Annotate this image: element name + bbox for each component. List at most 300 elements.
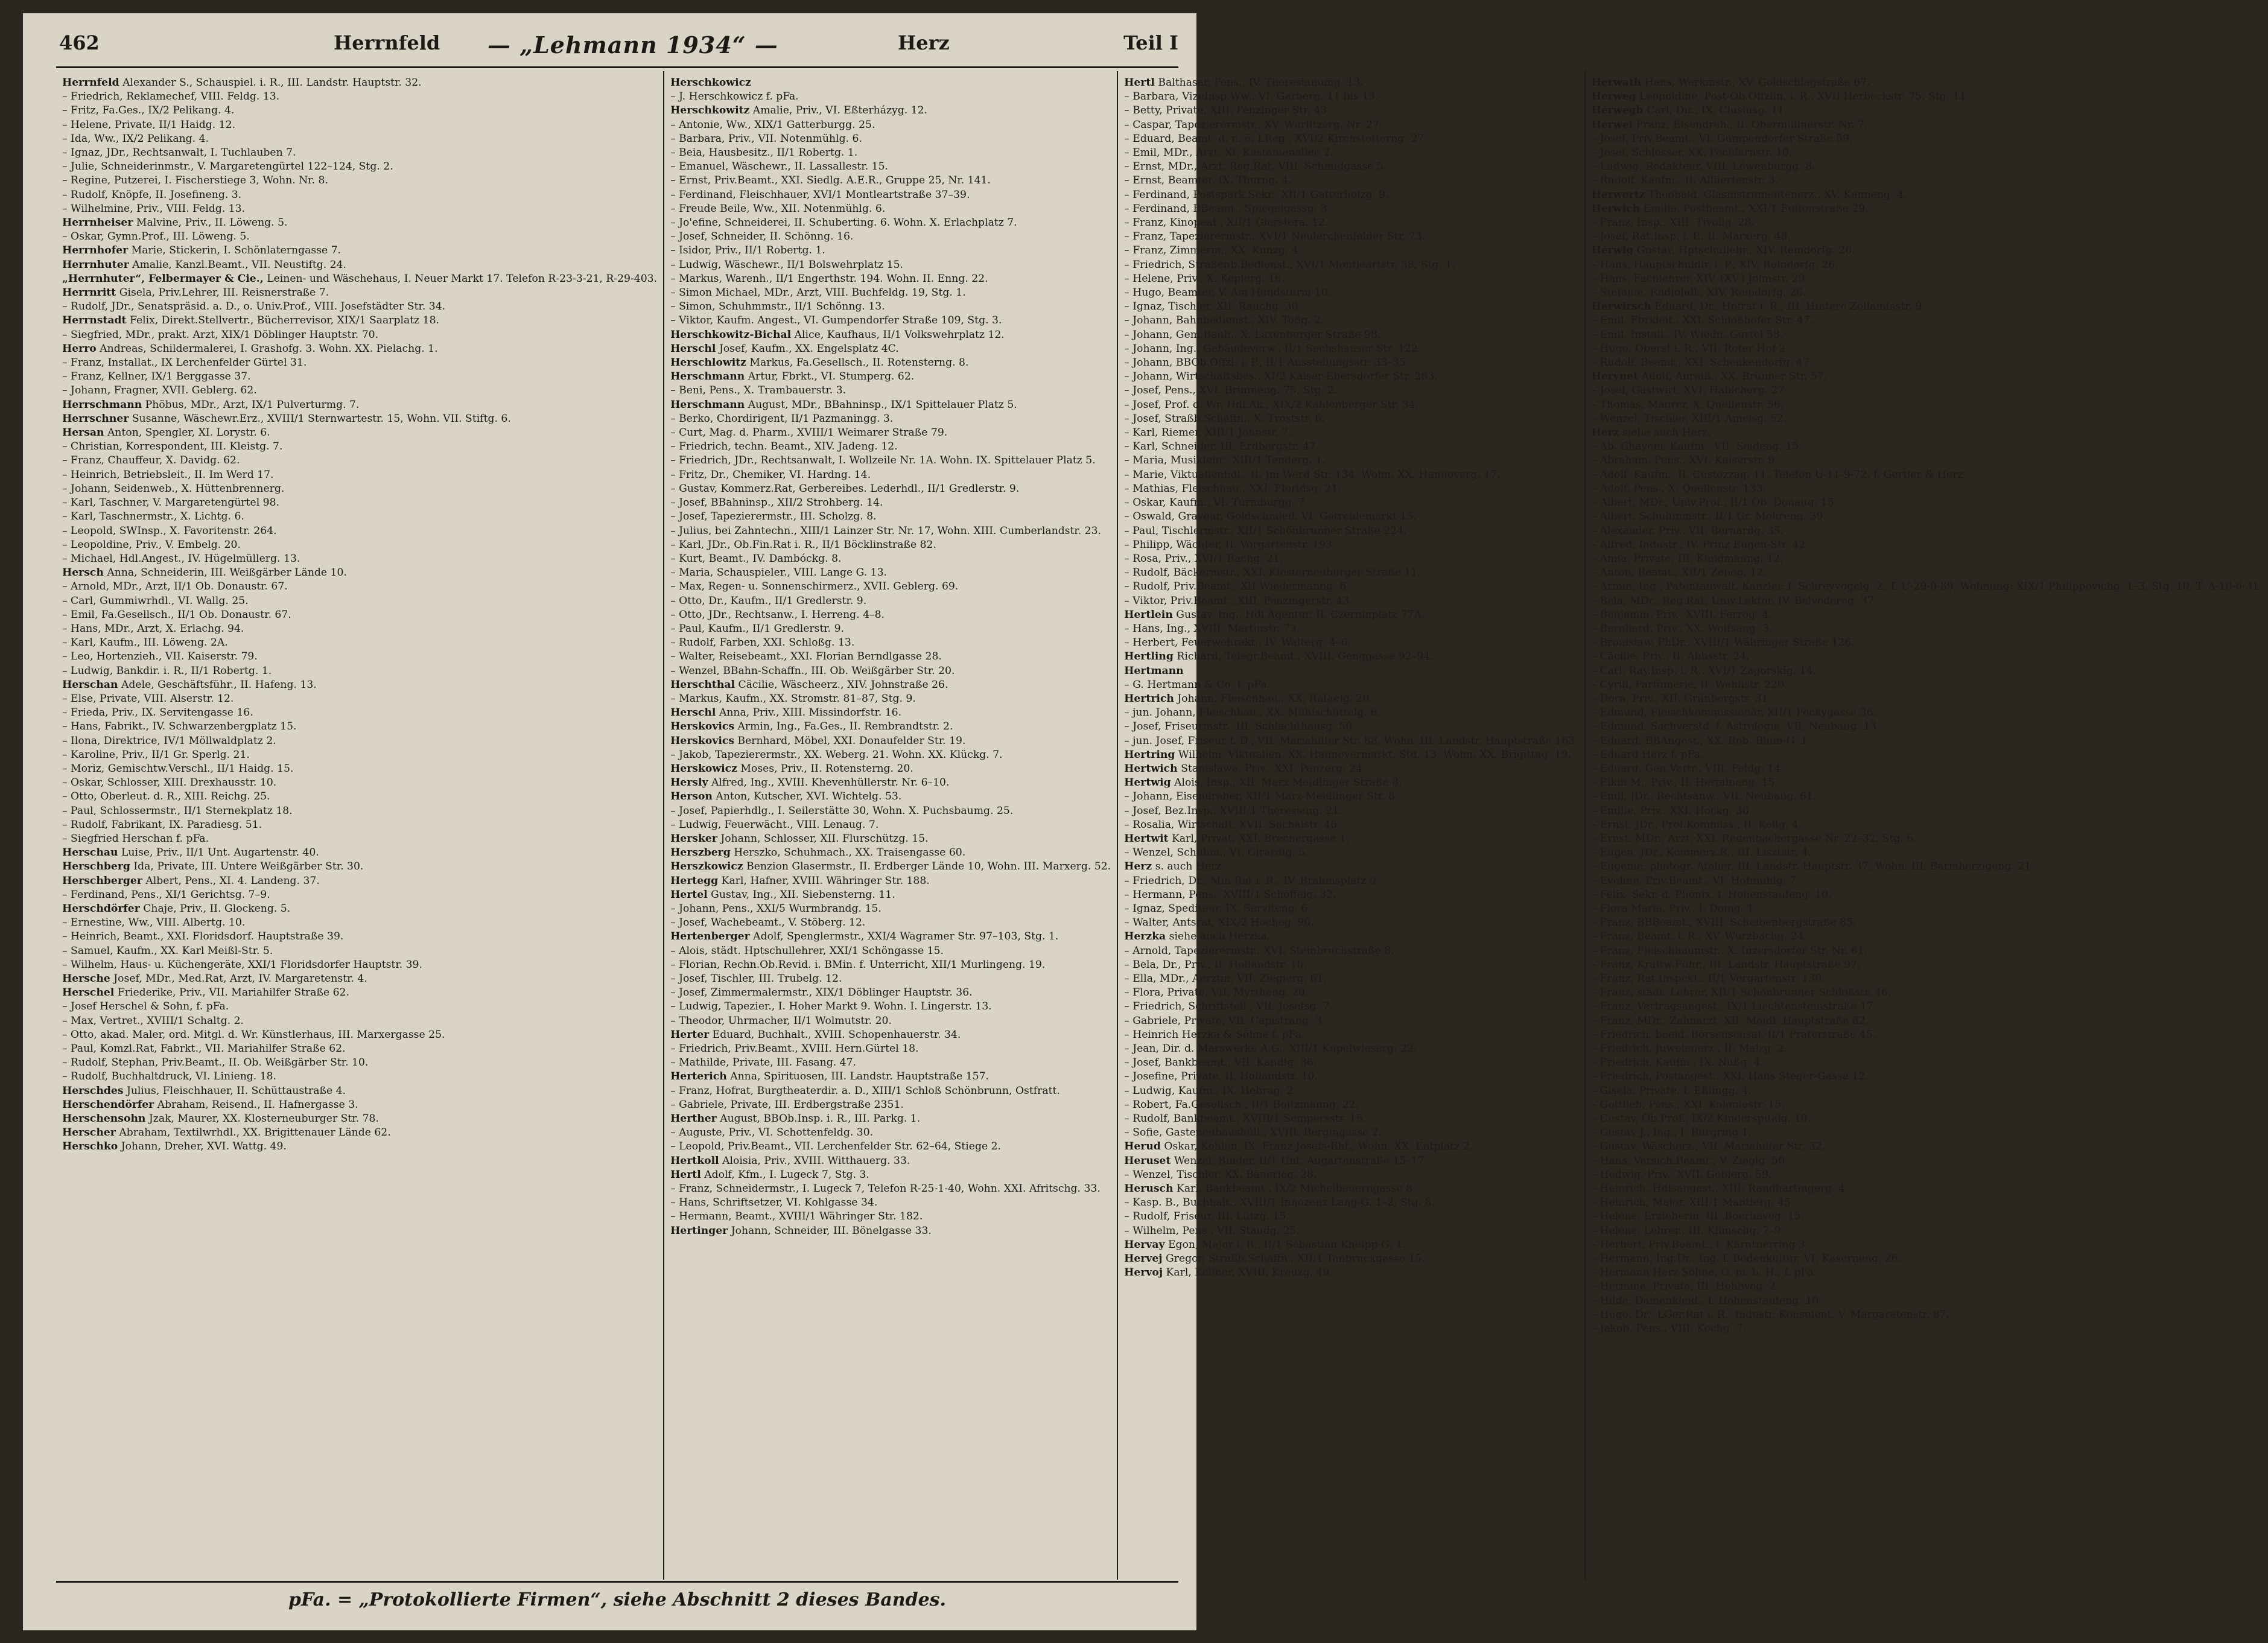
directory-entry: [670, 1000, 1111, 1014]
entry-text: – Simon Michael, MDr., Arzt, VIII. Buchfeldg. 19, Stg. 1.: [670, 287, 966, 299]
entry-text: Bernhard, Möbel, XXI. Donaufelder Str. 19.: [737, 734, 966, 747]
entry-text: – Friedrich, Juwelenerz., II. Malzg. 2.: [1591, 1043, 1788, 1055]
directory-entry: [1124, 370, 1578, 384]
entry-text: – Mathias, Fleischhau., XXI. Floridsg. 21.: [1124, 482, 1341, 495]
entry-surname: Herschberg: [62, 860, 130, 873]
directory-entry: [1124, 1196, 1578, 1210]
entry-surname: Hertenberger: [670, 930, 750, 943]
entry-text: – Michael, Hdl.Angest., IV. Hügelmüllerg. 13.: [62, 552, 300, 565]
directory-entry: [1592, 1322, 2263, 1336]
directory-entry: [1592, 440, 2263, 454]
entry-text: – Hans, Ing., XVIII. Martinstr. 73.: [1124, 622, 1300, 635]
entry-text: – Josef, Bankbeamt., VII. Kandlg. 36.: [1124, 1057, 1317, 1069]
directory-entry: [1124, 1028, 1578, 1042]
entry-surname: Herszberg: [670, 847, 731, 859]
entry-text: Johann, Schneider, III. Bönelgasse 33.: [731, 1224, 932, 1237]
entry-surname: Hertinger: [670, 1224, 728, 1237]
directory-entry: [670, 300, 1111, 314]
entry-text: – Viktor, Priv.Beamt., XIII. Penzingerstr. 43.: [1124, 594, 1353, 607]
directory-entry: [670, 468, 1111, 482]
column-2: [664, 71, 1118, 1580]
directory-entry: [670, 832, 1111, 846]
directory-entry: [1592, 1000, 2263, 1014]
entry-text: Phöbus, MDr., Arzt, IX/1 Pulverturmg. 7.: [145, 398, 360, 411]
directory-entry: [62, 874, 657, 888]
directory-entry: [1592, 1126, 2263, 1140]
entry-text: – Eveline, Priv.Beamt., VI. Hofmühlg. 7.: [1591, 874, 1800, 887]
entry-text: – Karl, Schneider, III. Erdbergstr. 47.: [1124, 440, 1320, 453]
entry-surname: Hertling: [1124, 650, 1174, 663]
entry-text: – Franz, Hofrat, Burgtheaterdir. a. D., XIII/1 Schloß Schönbrunn, Ostfratt.: [670, 1084, 1060, 1097]
directory-entry: [1592, 398, 2263, 412]
entry-text: Gustav, Ing., XII. Siebensterng. 11.: [711, 888, 895, 901]
entry-surname: Hertl: [670, 1168, 701, 1181]
entry-text: – Franz, Tapezierermstr., XVI/1 Neulerchenfelder Str. 73.: [1124, 230, 1426, 243]
entry-text: – Walter, Antsrat, XIX/2 Hocheg. 90.: [1124, 917, 1314, 929]
entry-text: – Freude Beile, Ww., XII. Notenmühlg. 6.: [670, 202, 886, 215]
directory-entry: [1592, 1196, 2263, 1210]
entry-text: – Gustav, Wäscherz., VII. Mariahilfer Str. 32.: [1591, 1140, 1826, 1153]
entry-text: – Ernst, JDr., Prof.Kommiss., II. Keilg. 4.: [1591, 818, 1802, 831]
entry-text: – Karl, JDr., Ob.Fin.Rat i. R., II/1 Böcklinstraße 82.: [670, 538, 936, 551]
entry-text: – Emil, JDr., Rechtsanw., VII. Neubaug. 61.: [1591, 790, 1817, 803]
directory-entry: [62, 188, 657, 202]
entry-text: – Heinrich Herzka & Söhne f. pFa.: [1124, 1028, 1305, 1041]
entry-text: – Karl, Taschner, V. Margaretengürtel 98.: [62, 497, 280, 509]
entry-text: – Helene, Lehrer., III. Klimschg. 7–9.: [1591, 1224, 1785, 1237]
entry-text: Adele, Geschäftsführ., II. Hafeng. 13.: [121, 678, 317, 691]
directory-entry: [670, 958, 1111, 972]
entry-text: – Moriz, Gemischtw.Verschl., II/1 Haidg. 15.: [62, 762, 294, 775]
directory-entry: [1592, 1028, 2263, 1042]
directory-entry: [62, 118, 657, 132]
directory-entry: [1124, 1070, 1578, 1084]
entry-text: – Josef Herschel & Sohn, f. pFa.: [62, 1000, 229, 1013]
entry-surname: Hersker: [670, 832, 717, 845]
directory-entry: [1592, 734, 2263, 748]
entry-text: – Ida, Ww., IX/2 Pelikang. 4.: [62, 132, 209, 145]
entry-surname: Herwertz: [1591, 188, 1645, 201]
entry-text: – Josef, BBahninsp., XII/2 Strohberg. 14.: [670, 497, 883, 509]
directory-entry: [62, 748, 657, 762]
entry-text: – Ernst, MDr., Arzt, Reg.Rat, VIII. Schmidgasse 5.: [1124, 160, 1387, 173]
directory-entry: [670, 1112, 1111, 1126]
directory-entry: [1124, 272, 1578, 286]
entry-surname: Herrschmann: [62, 398, 142, 411]
directory-entry: [1592, 720, 2263, 734]
entry-text: – Ludwig, Bankdir. i. R., II/1 Robertg. 1.: [62, 664, 272, 677]
entry-surname: Herud: [1124, 1140, 1161, 1153]
entry-text: – Gottlieb, Pens., XXI. Koloniestr. 15.: [1591, 1098, 1785, 1111]
entry-text: – Karl, Taschnermstr., X. Lichtg. 6.: [62, 510, 244, 523]
entry-text: – Adolf, Pens., X. Quellenstr. 133.: [1591, 482, 1766, 495]
directory-entry: [62, 538, 657, 552]
directory-entry: [1592, 1070, 2263, 1084]
entry-text: siehe auch Herzka.: [1169, 930, 1270, 943]
entry-text: – Franz, Insp., XIII. Tivolig. 28.: [1591, 217, 1755, 229]
directory-entry: [62, 1098, 657, 1112]
entry-text: Leopoldine, Post-Ob.Offzlin. i. R., XVII Herbeckstr. 75, Stg. 11.: [1639, 91, 1969, 103]
directory-entry: [1592, 1056, 2263, 1070]
directory-entry: [62, 776, 657, 790]
directory-entry: [62, 1140, 657, 1154]
directory-entry: [670, 118, 1111, 132]
directory-entry: [1124, 188, 1578, 202]
directory-entry: [1124, 650, 1578, 664]
entry-surname: Herterich: [670, 1070, 727, 1083]
directory-entry: [62, 300, 657, 314]
directory-entry: [670, 566, 1111, 580]
entry-text: – Hilde, Damenkleid., I. Hohenstaufeng. 10.: [1591, 1294, 1822, 1307]
entry-surname: Herschensohn: [62, 1113, 146, 1125]
directory-entry: [1124, 342, 1578, 356]
directory-entry: [670, 202, 1111, 216]
entry-text: – Arnold, MDr., Arzt, II/1 Ob. Donaustr. 67.: [62, 580, 288, 593]
entry-text: – Kurt, Beamt., IV. Dambóckg. 8.: [670, 552, 842, 565]
directory-entry: [670, 272, 1111, 286]
entry-surname: Herschthal: [670, 678, 735, 691]
entry-text: Gustav, Ing., Hdl.Agentur, II. Czerninplatz 77A.: [1176, 608, 1425, 621]
directory-entry: [62, 636, 657, 650]
entry-surname: Herrnhuter: [62, 258, 129, 271]
entry-text: – Ernst, MDr., Arzt, XXI. Redenbachergasse Nr. 22–32, Stg. 6.: [1591, 832, 1917, 845]
directory-entry: [1592, 972, 2263, 986]
directory-entry: [1592, 230, 2263, 244]
entry-text: – Arnold, Tapezierermstr., XVI. Steinbruchstraße 8.: [1124, 944, 1394, 957]
entry-text: – Johann, Ing., Gebäudeverw., II/1 Sechshauser Str. 122.: [1124, 342, 1421, 355]
entry-surname: Herson: [670, 790, 713, 803]
entry-text: – Franz, Vertragsangest., IX/1 Liechtensteinstraße 17.: [1591, 1000, 1877, 1013]
entry-text: – Hermine, Private, III. Hohlweg. 2.: [1591, 1280, 1779, 1293]
entry-text: – Hugo, Dr., LGer.Rat i. R., Industr. Konsulent, V. Margaretenstr. 87.: [1591, 1308, 1949, 1321]
entry-surname: Herrnstadt: [62, 314, 127, 327]
directory-entry: [1592, 244, 2263, 258]
entry-text: – Rudolf, Beamt., XXI. Schenkendorfg. 47.: [1591, 357, 1813, 369]
entry-text: Anton, Kutscher, XVI. Wichtelg. 53.: [716, 790, 902, 803]
directory-entry: [670, 76, 1111, 90]
directory-entry: [670, 846, 1111, 860]
entry-text: – Ferdinand, Fleischhauer, XVI/1 Montleartstraße 37–39.: [670, 188, 970, 201]
entry-text: Ida, Private, III. Untere Weißgärber Str. 30.: [133, 860, 364, 873]
directory-entry: [1592, 580, 2263, 594]
entry-text: – Emilie, Priv., XXI. Hockg. 36.: [1591, 804, 1753, 817]
directory-entry: [670, 622, 1111, 636]
entry-text: – Ella, MDr., Aerztin, VII. Zieglerg. 61.: [1124, 973, 1327, 985]
directory-entry: [1124, 566, 1578, 580]
directory-entry: [62, 804, 657, 818]
entry-text: – Josef, Wachebeamt., V. Stöberg. 12.: [670, 917, 866, 929]
entry-text: – Otto, JDr., Rechtsanw., I. Herreng. 4–8.: [670, 608, 885, 621]
entry-text: – J. Herschkowicz f. pFa.: [670, 91, 799, 103]
directory-entry: [62, 132, 657, 146]
entry-text: – Rudolf, Bäckermstr., XXI. Klosterneuburger Straße 11.: [1124, 567, 1421, 579]
directory-entry: [1124, 1182, 1578, 1196]
directory-entry: [62, 342, 657, 356]
directory-entry: [62, 888, 657, 902]
entry-text: August, BBOb.Insp. i. R., III. Parkg. 1.: [720, 1113, 921, 1125]
entry-text: Karl, Privat, XXI. Brechergasse 1.: [1172, 832, 1350, 845]
directory-entry: [1592, 1252, 2263, 1266]
directory-entry: [62, 846, 657, 860]
directory-entry: [62, 608, 657, 622]
directory-entry: [1124, 440, 1578, 454]
directory-entry: [1592, 846, 2263, 860]
directory-entry: [62, 524, 657, 538]
entry-text: – Rudolf, Friseur, III. Lützg. 15.: [1124, 1210, 1289, 1223]
directory-entry: [62, 832, 657, 846]
directory-entry: [1124, 790, 1578, 804]
directory-entry: [670, 888, 1111, 902]
entry-text: – Josef, Straßb.Schaffn., X. Troststr. 6.: [1124, 412, 1325, 425]
directory-entry: [670, 370, 1111, 384]
directory-entry: [1124, 454, 1578, 468]
directory-entry: [670, 1014, 1111, 1028]
directory-entry: [670, 706, 1111, 720]
footer-note: pFa. = „Protokollierte Firmen“, siehe Abschnitt 2 dieses Bandes.: [288, 1589, 946, 1610]
header-right-word: Herz: [898, 31, 950, 54]
directory-entry: [1592, 902, 2263, 916]
directory-entry: [1592, 1154, 2263, 1168]
entry-text: – Helene, Private, II/1 Haidg. 12.: [62, 118, 236, 131]
directory-entry: [670, 1098, 1111, 1112]
entry-text: – Johann, Seidenweb., X. Hüttenbrennerg.: [62, 482, 285, 495]
entry-surname: Hersch: [62, 567, 104, 579]
entry-text: Anna, Schneiderin, III. Weißgärber Lände 10.: [107, 567, 347, 579]
directory-entry: [62, 272, 657, 286]
directory-entry: [1124, 538, 1578, 552]
entry-text: Aloisia, Priv., XVIII. Witthauerg. 33.: [722, 1154, 910, 1167]
directory-entry: [62, 650, 657, 664]
directory-entry: [1592, 314, 2263, 328]
entry-text: Marie, Stickerin, I. Schönlaterngasse 7.: [131, 244, 341, 257]
entry-text: – Ludwig, Redakteur, VIII. Löwenburgg. 8.: [1591, 160, 1815, 173]
directory-entry: [1124, 118, 1578, 132]
directory-entry: [670, 594, 1111, 608]
entry-surname: Hertwit: [1124, 832, 1169, 845]
directory-entry: [1124, 300, 1578, 314]
directory-entry: [62, 1056, 657, 1070]
entry-text: – Bela, Dr., Priv., II. Hollandstr. 10.: [1124, 958, 1307, 971]
directory-entry: [1124, 216, 1578, 230]
entry-text: – Rosalia, Wirtschaft, XVII. Sachalstr. 46.: [1124, 818, 1341, 831]
entry-surname: Herschberger: [62, 874, 142, 887]
entry-text: – Ignaz, Spediteur, IX. Serviteng. 6.: [1124, 902, 1311, 915]
directory-entry: [1592, 1182, 2263, 1196]
entry-text: – Franz, Beamt. i. R., XV. Wurzbachg. 24.: [1591, 930, 1808, 943]
directory-entry: [670, 678, 1111, 692]
entry-text: – Franz, Installat., IX Lerchenfelder Gürtel 31.: [62, 357, 307, 369]
entry-text: – Flora Maria, Priv., I. Domg. 1.: [1591, 902, 1757, 915]
entry-text: – Berko, Chordirigent, II/1 Pazmaningg. 3.: [670, 412, 894, 425]
entry-surname: Herschlowitz: [670, 357, 746, 369]
directory-entry: [1124, 468, 1578, 482]
directory-entry: [1592, 146, 2263, 160]
entry-text: – Caspar, Tapezierermstr., XV. Wurlitzerg. Nr. 27.: [1124, 118, 1383, 131]
directory-entry: [1124, 1238, 1578, 1252]
directory-entry: [670, 902, 1111, 916]
directory-entry: [62, 594, 657, 608]
entry-text: Wilhelm, Viktualien, XX. Hannovermarkt, Std. 13, Wohn. XX. Brigittag. 19.: [1178, 748, 1571, 761]
directory-entry: [670, 104, 1111, 118]
entry-surname: Herskovics: [670, 720, 734, 733]
directory-entry: [62, 1070, 657, 1084]
directory-entry: [1592, 636, 2263, 650]
entry-text: – Siegfried Herschan f. pFa.: [62, 832, 209, 845]
directory-entry: [1592, 566, 2263, 580]
entry-text: – Elkin M., Priv., II. Hermineng. 15.: [1591, 777, 1778, 789]
directory-entry: [62, 916, 657, 930]
directory-entry: [1124, 1224, 1578, 1238]
directory-entry: [62, 384, 657, 398]
entry-text: Karl, Kellner, XVIII. Kreuzg. 49.: [1166, 1266, 1333, 1279]
entry-text: – Beni, Pens., X. Trambauerstr. 3.: [670, 384, 847, 397]
entry-surname: Hersan: [62, 427, 104, 439]
entry-text: – Stefanie, Radiohdl., XIV. Reindorfg. 26.: [1591, 287, 1806, 299]
directory-entry: [670, 1182, 1111, 1196]
directory-entry: [1592, 370, 2263, 384]
entry-text: Anton, Spengler, XI. Lorystr. 6.: [107, 427, 270, 439]
entry-text: – Oskar, Kaufm., VI. Turmburgg. 7.: [1124, 497, 1309, 509]
directory-entry: [1592, 160, 2263, 174]
directory-entry: [1124, 384, 1578, 398]
entry-surname: Herz: [1591, 427, 1619, 439]
directory-entry: [62, 286, 657, 300]
directory-entry: [1124, 804, 1578, 818]
directory-entry: [62, 314, 657, 328]
entry-text: – Leopold, Priv.Beamt., VII. Lerchenfelder Str. 62–64, Stiege 2.: [670, 1140, 1002, 1153]
entry-text: – Alexander, Priv., VII. Bernardg. 35.: [1591, 524, 1784, 537]
directory-entry: [62, 510, 657, 524]
entry-text: – Emil, MDr., Arzt, XI. Kastanienallee 2.: [1124, 147, 1333, 159]
entry-text: Cäcilie, Wäscheerz., XIV. Johnstraße 26.: [738, 678, 948, 691]
directory-entry: [1124, 664, 1578, 678]
entry-text: Alexander S., Schauspiel. i. R., III. Landstr. Hauptstr. 32.: [122, 77, 422, 89]
entry-surname: Hertmann: [1124, 664, 1184, 677]
entry-text: – Josef, Papierhdlg., I. Seilerstätte 30, Wohn. X. Puchsbaumg. 25.: [670, 804, 1014, 817]
directory-entry: [1124, 1210, 1578, 1224]
directory-entry: [1124, 244, 1578, 258]
header-rule: [56, 66, 1178, 68]
entry-text: – Hans, Versich.Beamt., V. Zieglg. 50.: [1591, 1154, 1788, 1167]
entry-text: Josef, Kaufm., XX. Engelsplatz 4C.: [719, 342, 899, 355]
directory-entry: [1592, 748, 2263, 762]
entry-text: – Josef, Zimmermalermstr., XIX/1 Döblinger Hauptstr. 36.: [670, 987, 973, 999]
directory-entry: [1124, 314, 1578, 328]
entry-text: – Josef, Bez.Insp., XVIII/1 Theresieng. 21.: [1124, 804, 1342, 817]
entry-text: – Gustav, Ob.Prof., IX/2 Kinderspitalg. 10.: [1591, 1113, 1811, 1125]
entry-text: – Jakob, Tapezierermstr., XX. Weberg. 21. Wohn. XX. Klückg. 7.: [670, 748, 1003, 761]
directory-entry: [670, 1056, 1111, 1070]
directory-entry: [670, 132, 1111, 146]
entry-text: – Frieda, Priv., IX. Servitengasse 16.: [62, 707, 253, 719]
directory-entry: [62, 482, 657, 496]
directory-entry: [1124, 1252, 1578, 1266]
entry-text: – Eduard Herz f. pFa.: [1591, 748, 1704, 761]
entry-text: – Friedrich, Schriftstell., VII. Josefsg. 7.: [1124, 1000, 1333, 1013]
directory-entry: [62, 174, 657, 188]
directory-entry: [62, 468, 657, 482]
directory-entry: [1592, 1140, 2263, 1154]
directory-entry: [1124, 1014, 1578, 1028]
directory-entry: [1124, 1112, 1578, 1126]
directory-entry: [670, 776, 1111, 790]
directory-entry: [670, 314, 1111, 328]
entry-text: – Hans, Hauptschuldir. i. P., XIV. Reindorfg. 26.: [1591, 258, 1838, 271]
directory-entry: [62, 622, 657, 636]
directory-entry: [62, 580, 657, 594]
directory-entry: [1592, 1280, 2263, 1294]
entry-text: – Karl, Kaufm., III. Löweng. 2A.: [62, 637, 228, 649]
entry-text: siehe auch Herz.: [1622, 427, 1711, 439]
directory-entry: [670, 1042, 1111, 1056]
directory-entry: [670, 146, 1111, 160]
entry-text: – Emanuel, Wäschewr., II. Lassallestr. 15.: [670, 160, 889, 173]
directory-entry: [1124, 1084, 1578, 1098]
entry-text: Abraham, Reisend., II. Hafnergasse 3.: [157, 1098, 358, 1111]
entry-text: Jzak, Maurer, XX. Klosterneuburger Str. 78.: [148, 1113, 379, 1125]
directory-entry: [1592, 1294, 2263, 1308]
entry-text: – Gustav J., Ing., I. Burgring 1.: [1591, 1127, 1752, 1139]
entry-text: – Anton, Beamt., XII/1 Zenog. 12.: [1591, 567, 1767, 579]
entry-text: – Josef, Schlosser, XX. Pöchlarnstr. 10.: [1591, 147, 1793, 159]
entry-text: Anna, Spirituosen, III. Landstr. Hauptstraße 157.: [730, 1070, 989, 1083]
entry-text: – Hedwig, Priv., XVII. Geblerg. 59.: [1591, 1168, 1772, 1181]
entry-text: – Eugenie, photogr. Atelier, III. Landstr. Hauptstr. 37, Wohn. III. Barmherzigeng. 21.: [1591, 860, 2035, 873]
directory-entry: [1592, 286, 2263, 300]
entry-text: – Barbara, VizeInsp.Ww., VI. Garberg. 11 bis 13.: [1124, 91, 1379, 103]
directory-entry: [62, 1042, 657, 1056]
entry-surname: Herschan: [62, 678, 118, 691]
directory-entry: [1592, 104, 2263, 118]
entry-text: – Paul, Komzl.Rat, Fabrkt., VII. Mariahilfer Straße 62.: [62, 1043, 346, 1055]
entry-text: Leinen- und Wäschehaus, I. Neuer Markt 17. Telefon R-23-3-21, R-29-403.: [267, 272, 658, 285]
directory-entry: [670, 356, 1111, 370]
directory-entry: [1124, 90, 1578, 104]
column-3: [1118, 71, 1585, 1580]
directory-entry: [1592, 1224, 2263, 1238]
entry-text: – Eduard, Gen.Vertr., VIII. Feldg. 14.: [1591, 762, 1784, 775]
entry-text: – Max, Vertret., XVIII/1 Schaltg. 2.: [62, 1014, 244, 1027]
entry-text: – Markus, Warenh., II/1 Engerthstr. 194. Wohn. II. Enng. 22.: [670, 272, 988, 285]
entry-text: Amalie, Priv., VI. Eßterházyg. 12.: [752, 104, 927, 117]
entry-text: – Oswald, Graveur, Goldschmied, VI. Getreidemarkt 15.: [1124, 510, 1417, 523]
entry-text: – Bernhard, Priv., XX. Wolfsaug. 3.: [1591, 622, 1773, 635]
entry-text: Carl, Dir., IX. Clusiusg. 11.: [1647, 104, 1788, 117]
directory-entry: [1592, 944, 2263, 958]
entry-text: – Emil, Install., IV. Wiedn. Gürtel 58.: [1591, 328, 1784, 341]
page-number: 462: [59, 31, 100, 54]
directory-entry: [62, 328, 657, 342]
directory-entry: [670, 972, 1111, 986]
directory-entry: [670, 790, 1111, 804]
entry-text: – Philipp, Wächter, II. Vorgartenstr. 193.: [1124, 538, 1336, 551]
entry-surname: Herrnhofer: [62, 244, 129, 257]
entry-text: August, MDr., BBahninsp., IX/1 Spittelauer Platz 5.: [748, 398, 1017, 411]
entry-surname: Hertkoll: [670, 1154, 719, 1167]
directory-entry: [1124, 146, 1578, 160]
entry-text: – Josef, Prof. d. Wr. Hdl.Ak., XIX/2 Kahlenberger Str. 34.: [1124, 398, 1419, 411]
directory-entry: [1124, 552, 1578, 566]
entry-text: – Friedrich, techn. Beamt., XIV. Jadeng. 12.: [670, 440, 898, 453]
directory-entry: [670, 650, 1111, 664]
entry-text: – Sofie, Gasteneubaushüll., XVIII. Bergingasse 2.: [1124, 1127, 1382, 1139]
entry-text: – Ignaz, JDr., Rechtsanwalt, I. Tuchlauben 7.: [62, 147, 296, 159]
entry-text: – Albert, MDr., Univ.Prof., II/1 Ob. Donaug. 15.: [1591, 497, 1837, 509]
directory-entry: [1124, 258, 1578, 272]
entry-surname: Herwirsch: [1591, 300, 1651, 313]
entry-text: – Franz, Kellner, IX/1 Berggasse 37.: [62, 370, 251, 383]
entry-text: – Alfred, Industr., IV. Prinz Eugen-Str. 42.: [1591, 538, 1809, 551]
